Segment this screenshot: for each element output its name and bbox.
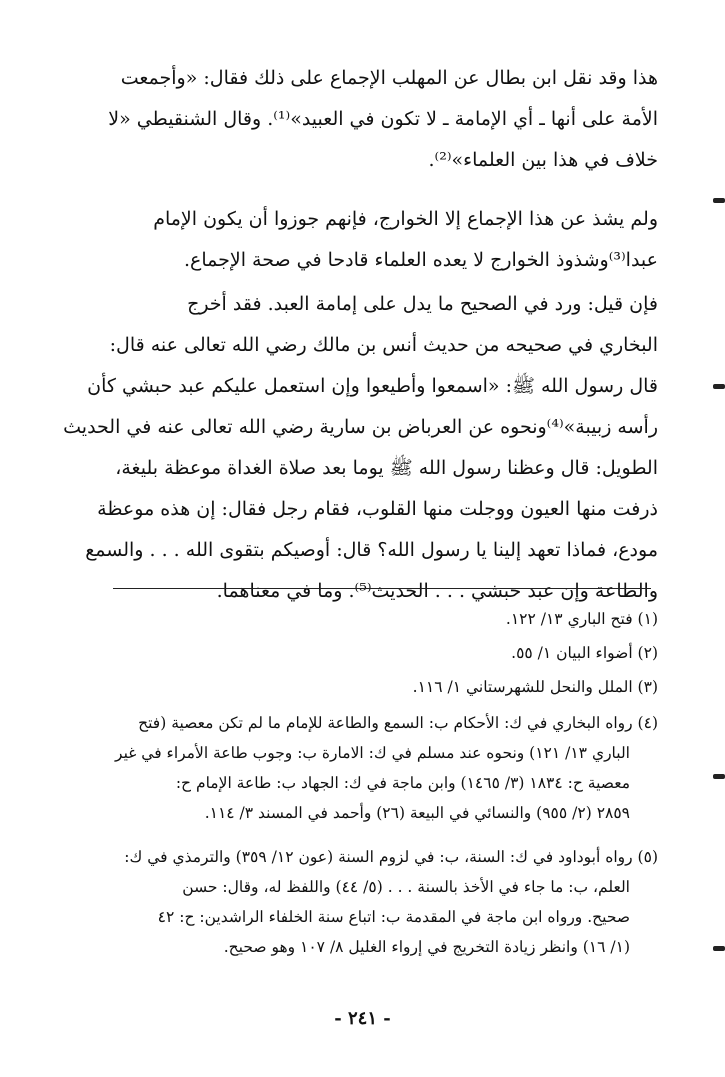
text-line: عبدا⁽³⁾وشذوذ الخوارج لا يعده العلماء قادحا في صحة الإجماع. — [183, 249, 658, 271]
margin-mark — [713, 774, 725, 779]
footnote-5 — [95, 842, 658, 962]
paragraph-ijma — [100, 58, 658, 181]
footnote-divider — [113, 588, 651, 589]
paragraph-khawarij — [100, 199, 658, 281]
footnote-line: (٥) رواه أبوداود في ك: السنة، ب: في لزوم السنة (عون ١٢/ ٣٥٩) والترمذي في ك: — [124, 848, 658, 866]
footnote-line: (٣) الملل والنحل للشهرستاني ١/ ١١٦. — [412, 678, 658, 696]
footnote-line: صحيح. ورواه ابن ماجة في المقدمة ب: اتباع سنة الخلفاء الراشدين: ح: ٤٢ — [157, 908, 630, 926]
footnote-line: الباري ١٣/ ١٢١) ونحوه عند مسلم في ك: الامارة ب: وجوب طاعة الأمراء في غير — [115, 744, 630, 762]
footnote-4 — [95, 708, 658, 828]
footnote-line: (١) فتح الباري ١٣/ ١٢٢. — [505, 610, 658, 628]
margin-mark — [713, 198, 725, 203]
footnote-line: العلم، ب: ما جاء في الأخذ بالسنة . . . (٥/ ٤٤) واللفظ له، وقال: حسن — [182, 878, 630, 896]
text-line: الأمة على أنها ـ أي الإمامة ـ لا تكون في العبيد»⁽¹⁾. وقال الشنقيطي «لا — [108, 108, 658, 130]
text-line: فإن قيل: ورد في الصحيح ما يدل على إمامة العبد. فقد أخرج — [187, 293, 658, 315]
text-line: ولم يشذ عن هذا الإجماع إلا الخوارج، فإنهم جوزوا أن يكون الإمام — [153, 208, 658, 230]
footnote-line: (٤) رواه البخاري في ك: الأحكام ب: السمع والطاعة للإمام ما لم تكن معصية (فتح — [138, 714, 658, 732]
footnote-3 — [95, 672, 658, 702]
footnote-line: ٢٨٥٩ (٢/ ٩٥٥) والنسائي في البيعة (٢٦) وأحمد في المسند ٣/ ١١٤. — [204, 804, 630, 822]
text-line: رأسه زبيبة»⁽⁴⁾ونحوه عن العرباض بن سارية رضي الله تعالى عنه في الحديث — [63, 416, 658, 438]
footnote-2 — [95, 638, 658, 668]
paragraph-objection — [63, 284, 658, 612]
margin-mark — [713, 946, 725, 951]
text-line: خلاف في هذا بين العلماء»⁽²⁾. — [428, 149, 658, 171]
footnote-line: (٢) أضواء البيان ١/ ٥٥. — [511, 644, 658, 662]
text-line: ذرفت منها العيون ووجلت منها القلوب، فقام رجل فقال: إن هذه موعظة — [97, 498, 658, 520]
page-number: - ٢٤١ - — [334, 1008, 391, 1029]
footnote-line: معصية ح: ١٨٣٤ (٣/ ١٤٦٥) وابن ماجة في ك: الجهاد ب: طاعة الإمام ح: — [175, 774, 630, 792]
footnote-1 — [95, 604, 658, 634]
text-line: والطاعة وإن عبد حبشي . . . الحديث⁽⁵⁾. وما في معناهما. — [216, 580, 658, 602]
text-line: الطويل: قال وعظنا رسول الله ﷺ يوما بعد صلاة الغداة موعظة بليغة، — [115, 457, 658, 479]
text-line: البخاري في صحيحه من حديث أنس بن مالك رضي الله تعالى عنه قال: — [109, 334, 658, 356]
footnote-line: (١/ ١٦) وانظر زيادة التخريج في إرواء الغليل ٨/ ١٠٧ وهو صحيح. — [223, 938, 630, 956]
text-line: مودع، فماذا تعهد إلينا يا رسول الله؟ قال: أوصيكم بتقوى الله . . . والسمع — [85, 539, 658, 561]
text-line: هذا وقد نقل ابن بطال عن المهلب الإجماع على ذلك فقال: «وأجمعت — [120, 67, 658, 89]
margin-mark — [713, 384, 725, 389]
text-line: قال رسول الله ﷺ: «اسمعوا وأطيعوا وإن استعمل عليكم عبد حبشي كأن — [87, 375, 658, 397]
